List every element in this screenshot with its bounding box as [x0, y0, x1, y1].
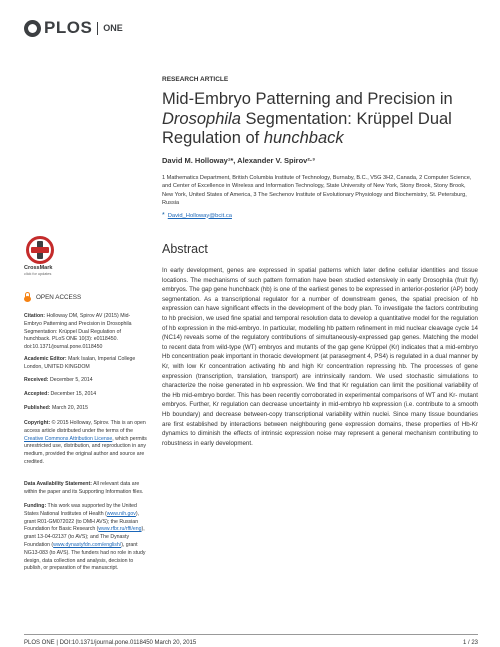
rfbr-link[interactable]: www.rfbr.ru/rffi/eng [98, 526, 142, 533]
corresponding-marker: * [162, 212, 165, 219]
received-date: December 5, 2014 [48, 377, 93, 383]
title-part-2: Segmentation: Krüppel Dual Regulation of [162, 109, 452, 147]
article-title [162, 90, 478, 149]
title-italic-1: Drosophila [162, 109, 241, 128]
funding-text-2: ), grant R01-GM072022 (to DMH AVS); the Russian Foundation for Basic Research ( [24, 510, 140, 533]
logo-sub-text: ONE [103, 23, 123, 33]
published-date: March 20, 2015 [50, 405, 89, 411]
received-block [24, 377, 148, 385]
funding-text-3: ), grant 13-04-02137 (to AVS); and The Dynasty Foundation ( [24, 526, 145, 548]
logo-text: PLOS [44, 18, 93, 37]
funding-text-4: ), grant NG13-083 (to AVS). The funders had no role in study design, data collection and analysis, decision to publish, or preparation of the manuscript. [24, 541, 146, 572]
article-type: RESEARCH ARTICLE [162, 76, 229, 83]
page-footer [24, 640, 478, 646]
editor-label: Academic Editor: [24, 356, 67, 362]
logo-divider [97, 22, 98, 35]
accepted-block [24, 391, 148, 399]
author-list: David M. Holloway¹*, Alexander V. Spirov²·³ [162, 156, 315, 165]
accepted-date: December 15, 2014 [49, 391, 97, 397]
page-number: 1 / 23 [462, 640, 478, 646]
received-label: Received: [24, 377, 49, 383]
open-access-label: OPEN ACCESS [36, 293, 82, 301]
abstract-heading: Abstract [162, 242, 208, 256]
published-label: Published: [24, 405, 51, 411]
copyright-text-1: © 2015 Holloway, Spirov. This is an open access article distributed under the terms of the [24, 420, 146, 434]
crossmark-badge[interactable] [24, 236, 58, 276]
data-availability-block [24, 481, 148, 497]
crossmark-label: CrossMark [24, 265, 53, 271]
footer-divider [24, 634, 478, 635]
plos-one-logo[interactable] [24, 18, 123, 38]
open-access-lock-icon [24, 292, 31, 302]
citation-text: Holloway DM, Spirov AV (2015) Mid-Embryo Patterning and Precision in Drosophila Segmentation: Krüppel Dual Regulation of hunchback. PLoS ONE 10(3): e0118450. doi:10.1371/journal.pone.0118450 [24, 313, 132, 351]
data-availability-text: All relevant data are within the paper and its Supporting Information files. [24, 481, 144, 495]
accepted-label: Accepted: [24, 391, 50, 397]
crossmark-sub: click for updates [24, 272, 52, 276]
affiliations: 1 Mathematics Department, British Columbia Institute of Technology, Burnaby, B.C., V5G 3H2, Canada, 2 Computer Science, and Center of Excellence in Wireless and Information Technology, State University of New York, Stony Brook, Stony Brook, New York, United States of America, 3 The Sechenov Institute of Evolutionary Physiology and Biochemistry, St. Petersburg, Russia [162, 175, 472, 207]
published-block [24, 405, 148, 413]
license-link[interactable]: Creative Commons Attribution License [24, 435, 113, 442]
editor-text: Mark Isalan, Imperial College London, UNITED KINGDOM [24, 356, 136, 370]
copyright-block [24, 420, 148, 467]
funding-label: Funding: [24, 503, 47, 509]
crossmark-icon [26, 236, 54, 264]
title-part-1: Mid-Embryo Patterning and Precision in [162, 90, 453, 108]
corresponding-email [162, 212, 478, 219]
title-italic-2: hunchback [263, 129, 344, 147]
funding-block [24, 503, 148, 573]
citation-label: Citation: [24, 313, 46, 319]
open-access-badge [24, 292, 81, 302]
email-link[interactable]: David_Holloway@bcit.ca [167, 212, 232, 219]
nih-link[interactable]: www.nih.gov [106, 510, 136, 517]
citation-block [24, 313, 148, 352]
copyright-text-2: , which permits unrestricted use, distribution, and reproduction in any medium, provided the original author and source are credited. [24, 435, 147, 465]
dynasty-link[interactable]: www.dynastyfdn.com/english/ [53, 541, 122, 548]
funding-text-1: This work was supported by the United States National Institutes of Health ( [24, 503, 137, 517]
plos-logo-icon [24, 20, 41, 37]
abstract-text: In early development, genes are expressed in spatial patterns which later define cellular identities and tissue locations. The mechanisms of such pattern formation have been studied extensively in early Drosophila (fruit fly) embryos. The gap gene hunchback (hb) is one of the earliest genes to be expressed in anterior-posterior (AP) body segmentation. As a transcriptional regulator for a number of downstream genes, the spatial precision of hb expression can have significant effects in the development of the body plan. To investigate the factors contributing to hb precision, we used fine spatial and temporal resolution data to develop a quantitative model for the regulation of hb expression in the mid-embryo. In particular, modelling hb pattern refinement in mid nuclear cleavage cycle 14 (NC14) reveals some of the regulatory contributions of simultaneously-expressed gap genes. Matching the model to recent data from wild-type (WT) embryos and mutants of the gap gene Krüppel (Kr) indicates that a mid-embryo Hb concentration peak important in thoracic development (at parasegment 4, PS4) is regulated in a dual manner by Kr, with low Kr concentration activating hb and high Kr concentration repressing hb. The processes of gene expression (transcription, translation, transport) are intrinsically random. We used stochastic simulations to characterize the noise generated in hb expression. We find that Kr regulation can limit the positional variability of the Hb mid-embryo border. This has been recently corroborated in experimental comparisons of WT and Kr- mutant embryos. Further, Kr regulation can decrease uncertainty in mid-embryo hb expression (i.e. contribute to a smooth Hb boundary) and decrease between-copy transcriptional variability within nuclei. Since many tissue boundaries are first established by interactions between neighbouring gene expression domains, these properties of Hb-Kr dynamics to diminish the effects of intrinsic expression noise may represent a general mechanism contributing to robustness in early development. [162, 267, 478, 447]
copyright-label: Copyright: [24, 420, 51, 426]
data-availability-label: Data Availability Statement: [24, 481, 92, 487]
editor-block [24, 356, 148, 372]
footer-citation: PLOS ONE | DOI:10.1371/journal.pone.0118450 March 20, 2015 [24, 640, 197, 646]
